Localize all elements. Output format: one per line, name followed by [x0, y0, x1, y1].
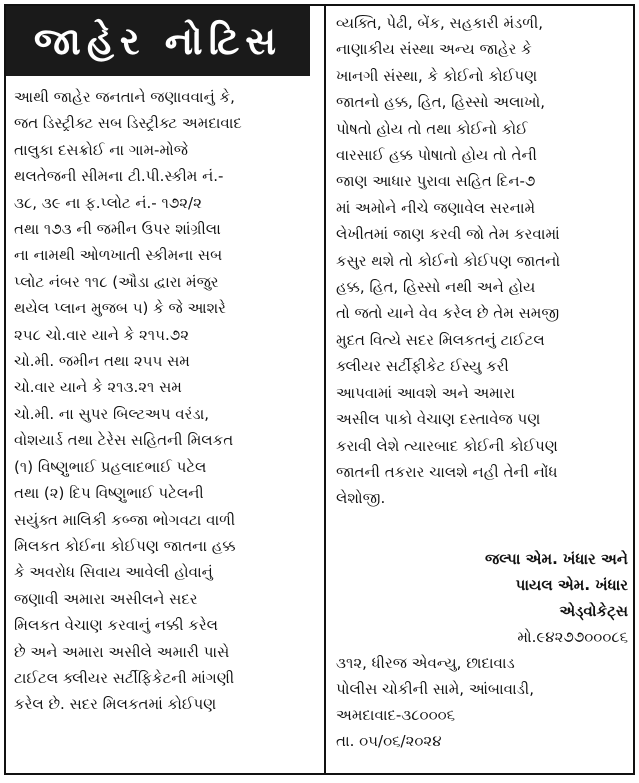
right-column-text [336, 10, 628, 512]
text-line: છે અને અમારા અસીલે અમારી પાસે [14, 642, 230, 661]
column-divider [324, 6, 326, 773]
text-line: જાણ આધાર પુરાવા સહિત દિન-૭ [336, 172, 536, 191]
advocate-names-line2: પાયલ એમ. ખંધાર [515, 576, 628, 594]
notice-title: જાહેર નોટિસ [6, 6, 310, 76]
address-line3: અમદાવાદ-૩૮૦૦૦૬ [336, 706, 456, 724]
text-line: પ્લોટ નંબર ૧૧૮ (ઔડા દ્વારા મંજુર [14, 272, 219, 291]
text-line: માં અમોને નીચે જણાવેલ સરનામે [336, 198, 536, 217]
text-line: આપવામાં આવશે અને અમારા [336, 383, 515, 402]
text-line: પોષતો હોય તો તથા કોઈનો કોઈ [336, 119, 528, 138]
text-line: જાતનો હક્ક, હિત, હિસ્સો અલાખો, [336, 93, 545, 112]
text-line: (૧) વિષ્ણુભાઈ પ્રહલાદભાઈ પટેલ [14, 457, 207, 476]
left-column-text [14, 84, 314, 718]
text-line: જાતની તકરાર ચાલશે નહી તેની નોંધ [336, 462, 558, 481]
text-line: ૩૮, ૩૯ ના ફ.પ્લોટ નં.- ૧૭૨/૨ [14, 193, 202, 212]
text-line: ચો.મી. ના સુપર બિલ્ટઅપ વરંડા, [14, 404, 210, 423]
text-line: અસીલ પાકો વેચાણ દસ્તાવેજ પણ [336, 410, 541, 429]
text-line: મિલકત કોઈના કોઈપણ જાતના હક્ક [14, 536, 236, 555]
text-line: કરેલ છે. સદર મિલકતમાં કોઈપણ [14, 695, 217, 714]
text-line: ના નામથી ઓળખાતી સ્કીમના સબ [14, 246, 223, 265]
text-line: થયેલ પ્લાન મુજબ ૫) કે જે આશરે [14, 299, 226, 318]
text-line: મુદત વિત્યે સદર મિલકતનું ટાઈટલ [336, 330, 545, 349]
text-line: વારસાઈ હક્ક પોષાતો હોય તો તેની [336, 146, 537, 165]
text-line: લેશોજી. [336, 489, 386, 508]
address-line1: ૩૧૨, ધીરજ એવન્યુ, છાદાવાડ [336, 654, 515, 672]
advocate-names-line1: જલ્પા એમ. ખંધાર અને [485, 550, 628, 568]
text-line: આથી જાહેર જનતાને જણાવવાનું કે, [14, 88, 235, 106]
text-line: તો જતો યાને વેવ કરેલ છે તેમ સમજી [336, 304, 560, 323]
text-line: કરાવી લેશે ત્યારબાદ કોઈની કોઈપણ [336, 436, 558, 455]
text-line: તથા ૧૭૩ ની જમીન ઉપર શાંગ્રીલા [14, 220, 221, 239]
text-line: ટાઈટલ ક્લીયર સર્ટીફિકેટની માંગણી [14, 668, 235, 687]
mobile-number: મો.૯૪૨૭૭૦૦૦૮૬ [517, 628, 628, 646]
signature-block [336, 546, 628, 754]
text-line: જત ડિસ્ટ્રીક્ટ સબ ડિસ્ટ્રીક્ટ અમદાવાદ [14, 114, 242, 133]
text-line: નાણાકીય સંસ્થા અન્ય જાહેર કે [336, 40, 532, 59]
text-line: તથા (૨) દિપ વિષ્ણુભાઈ પટેલની [14, 484, 204, 503]
text-line: થલતેજની સીમના ટી.પી.સ્કીમ નં.- [14, 167, 224, 186]
designation: એડ્વોકેટ્સ [559, 602, 628, 620]
text-line: ચો.મી. જમીન તથા ૨૫૫ સમ [14, 352, 190, 371]
text-line: સયુંક્ત માલિકી કબ્જા ભોગવટા વાળી [14, 510, 236, 529]
text-line: વ્યક્તિ, પેઢી, બેંક, સહકારી મંડળી, [336, 14, 544, 32]
text-line: કે અવરોધ સિવાય આવેલી હોવાનું [14, 563, 213, 582]
text-line: ખાનગી સંસ્થા, કે કોઈનો કોઈપણ [336, 66, 538, 85]
text-line: કસુર થશે તો કોઈનો કોઈપણ જાતનો [336, 251, 561, 270]
address-line2: પોલીસ ચોકીની સામે, આંબાવાડી, [336, 680, 534, 698]
text-line: લેખીતમાં જાણ કરવી જો તેમ કરવામાં [336, 225, 560, 244]
notice-date: તા. ૦૫/૦૬/૨૦૨૪ [336, 732, 442, 750]
text-line: ક્લીયર સર્ટીફીકેટ ઈસ્યુ કરી [336, 357, 509, 376]
text-line: મિલકત વેચાણ કરવાનું નક્કી કરેલ [14, 616, 218, 635]
text-line: હક્ક, હિત, હિસ્સો નથી અને હોય [336, 278, 536, 297]
public-notice [4, 4, 635, 775]
text-line: જણાવી અમારા અસીલને સદર [14, 589, 198, 608]
text-line: ચો.વાર યાને કે ૨૧૩.૨૧ સમ [14, 378, 182, 397]
text-line: ૨૫૮ ચો.વાર યાને કે ૨૧૫.૭૨ [14, 325, 190, 344]
text-line: વોશયાર્ડ તથા ટેરેસ સહિતની મિલકત [14, 431, 234, 450]
text-line: તાલુકા દસક્રોઈ ના ગામ-મોજે [14, 140, 188, 159]
